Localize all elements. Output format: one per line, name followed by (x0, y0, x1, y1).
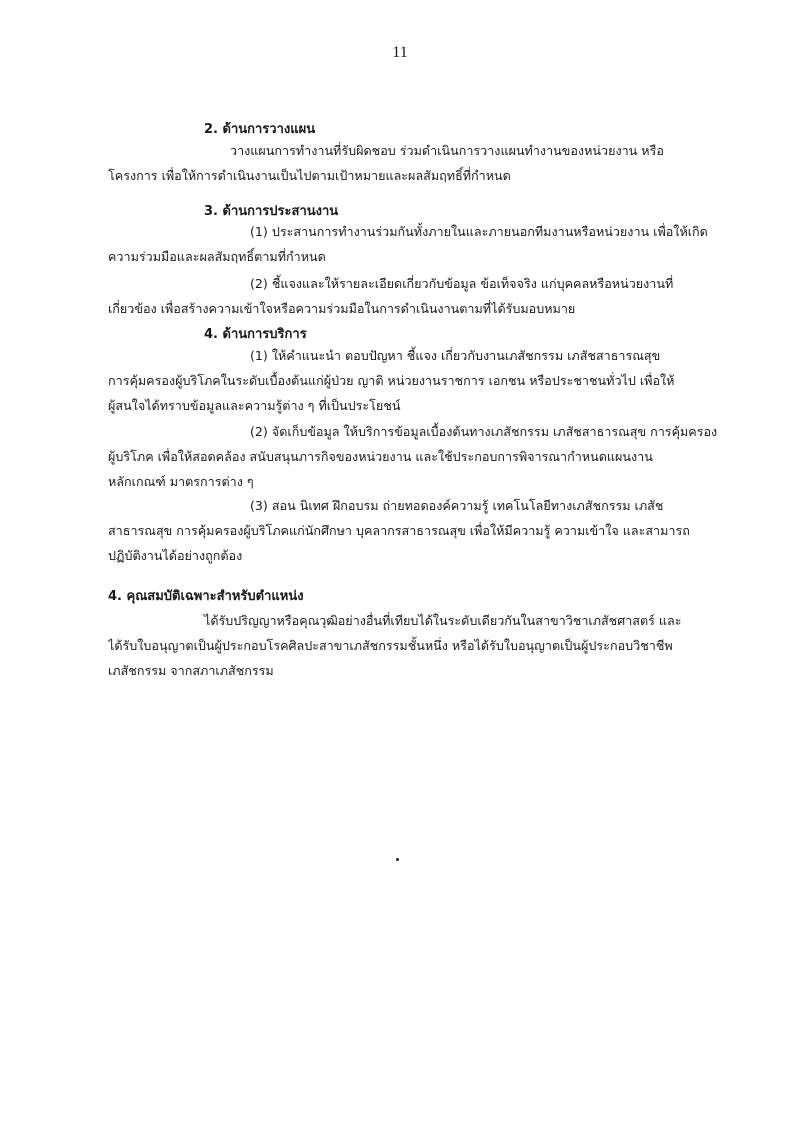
paragraph-coordination-2 (108, 271, 722, 321)
section-heading-coordination: 3. ด้านการประสานงาน (204, 204, 339, 219)
text-line: การคุ้มครองผู้บริโภคในระดับเบื้องต้นแก่ผู้ป่วย ญาติ หน่วยงานราชการ เอกชน หรือประชาชนทั่วไป เพื่อให้ (108, 373, 675, 388)
text-line: (3) สอน นิเทศ ฝึกอบรม ถ่ายทอดองค์ความรู้ เทคโนโลยีทางเภสัชกรรม เภสัช (250, 498, 664, 513)
text-line: ปฏิบัติงานได้อย่างถูกต้อง (108, 548, 243, 563)
text-line: ความร่วมมือและผลสัมฤทธิ์ตามที่กำหนด (108, 249, 326, 264)
text-line: ผู้สนใจได้ทราบข้อมูลและความรู้ต่าง ๆ ที่เป็นประโยชน์ (108, 398, 401, 413)
section-heading-service: 4. ด้านการบริการ (204, 327, 307, 342)
paragraph-planning (108, 138, 722, 188)
paragraph-service-2 (108, 419, 722, 494)
text-line: เกี่ยวข้อง เพื่อสร้างความเข้าใจหรือความร่วมมือในการดำเนินงานตามที่ได้รับมอบหมาย (108, 301, 576, 316)
text-line: ได้รับปริญญาหรือคุณวุฒิอย่างอื่นที่เทียบได้ในระดับเดียวกันในสาขาวิชาเภสัชศาสตร์ และ (204, 613, 682, 628)
text-line: ผู้บริโภค เพื่อให้สอดคล้อง สนับสนุนภารกิจของหน่วยงาน และใช้ประกอบการพิจารณากำหนดแผนงาน (108, 449, 653, 464)
section-heading-qualifications: 4. คุณสมบัติเฉพาะสำหรับตำแหน่ง (108, 589, 304, 604)
text-line: โครงการ เพื่อให้การดำเนินงานเป็นไปตามเป้าหมายและผลสัมฤทธิ์ที่กำหนด (108, 168, 511, 183)
paragraph-service-3 (108, 493, 722, 568)
text-line: (2) ชี้แจงและให้รายละเอียดเกี่ยวกับข้อมูล ข้อเท็จจริง แก่บุคคลหรือหน่วยงานที่ (250, 276, 674, 291)
text-line: หลักเกณฑ์ มาตรการต่าง ๆ (108, 474, 254, 489)
section-heading-planning: 2. ด้านการวางแผน (204, 122, 316, 137)
paragraph-service-1 (108, 343, 722, 418)
text-line: วางแผนการทำงานที่รับผิดชอบ ร่วมดำเนินการวางแผนทำงานของหน่วยงาน หรือ (230, 143, 664, 158)
text-line: (1) ประสานการทำงานร่วมกันทั้งภายในและภายนอกทีมงานหรือหน่วยงาน เพื่อให้เกิด (250, 224, 708, 239)
page-number: 11 (392, 44, 408, 61)
text-line: (1) ให้คำแนะนำ ตอบปัญหา ชี้แจง เกี่ยวกับงานเภสัชกรรม เภสัชสาธารณสุข (250, 348, 661, 363)
paragraph-coordination-1 (108, 219, 722, 269)
text-line: เภสัชกรรม จากสภาเภสัชกรรม (108, 663, 274, 678)
paragraph-qualifications (108, 608, 722, 683)
text-line: ได้รับใบอนุญาตเป็นผู้ประกอบโรคศิลปะสาขาเภสัชกรรมชั้นหนึ่ง หรือได้รับใบอนุญาตเป็นผู้ประกอบวิชาชีพ (108, 638, 673, 653)
text-line: (2) จัดเก็บข้อมูล ให้บริการข้อมูลเบื้องต้นทางเภสัชกรรม เภสัชสาธารณสุข การคุ้มครอง (250, 424, 718, 439)
text-line: สาธารณสุข การคุ้มครองผู้บริโภคแก่นักศึกษา บุคลากรสาธารณสุข เพื่อให้มีความรู้ ความเข้าใจ และสามารถ (108, 523, 690, 538)
stray-dot-mark (396, 858, 399, 861)
